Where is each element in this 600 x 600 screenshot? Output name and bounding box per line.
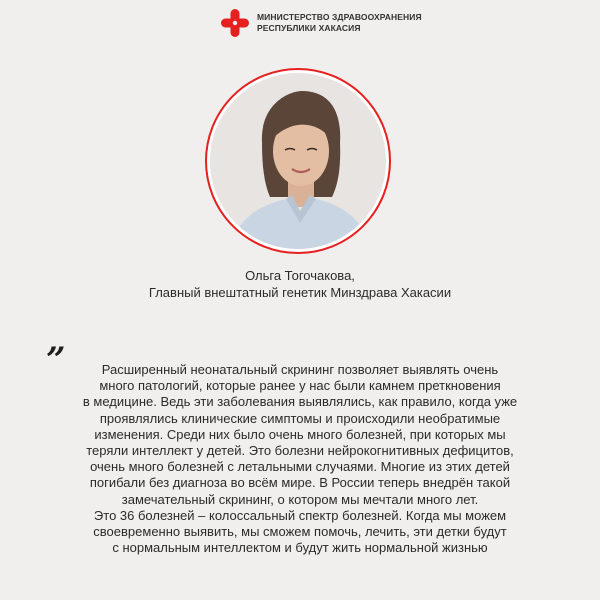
quote-line: в медицине. Ведь эти заболевания выявлялись, как правило, когда уже xyxy=(82,394,518,410)
person-portrait-icon xyxy=(210,73,386,249)
quote-line: теряли интеллект у детей. Это болезни нейрокогнитивных дефицитов, xyxy=(86,443,514,459)
quote-line: очень много болезней с летальными случаями. Многие из этих детей xyxy=(90,459,510,475)
quote-line: погибали без диагноза во всём мире. В России теперь внедрён такой xyxy=(89,475,511,491)
ministry-header xyxy=(220,8,422,38)
portrait-photo xyxy=(210,73,386,249)
ministry-name xyxy=(257,12,422,34)
speaker-caption xyxy=(0,267,600,301)
quote-line: Расширенный неонатальный скрининг позволяет выявлять очень xyxy=(101,362,499,377)
quote-line: изменения. Среди них было очень много болезней, при которых мы xyxy=(94,426,506,442)
ministry-name-line1: МИНИСТЕРСТВО ЗДРАВООХРАНЕНИЯ xyxy=(257,12,422,22)
quote-line: Это 36 болезней – колоссальный спектр болезней. Когда мы можем xyxy=(93,507,507,523)
speaker-title: Главный внештатный генетик Минздрава Хакасии xyxy=(148,285,452,300)
quote-line: с нормальным интеллектом и будут жить нормальной жизнью xyxy=(112,540,488,556)
medical-cross-logo-icon xyxy=(220,8,250,38)
quote-mark-icon: ” xyxy=(46,340,66,380)
quote-line: замечательный скрининг, о котором мы мечтали много лет. xyxy=(121,491,479,507)
quote-line: проявлялись клинические симптомы и происходили необратимые xyxy=(99,410,501,426)
quote-text xyxy=(40,362,560,556)
speaker-name: Ольга Тогочакова, xyxy=(245,268,355,283)
quote-line: своевременно выявить, мы сможем помочь, лечить, эти детки будут xyxy=(93,524,507,540)
ministry-name-line2: РЕСПУБЛИКИ ХАКАСИЯ xyxy=(257,23,361,33)
portrait-frame xyxy=(205,68,391,254)
quote-line: много патологий, которые ранее у нас были камнем преткновения xyxy=(99,378,501,394)
